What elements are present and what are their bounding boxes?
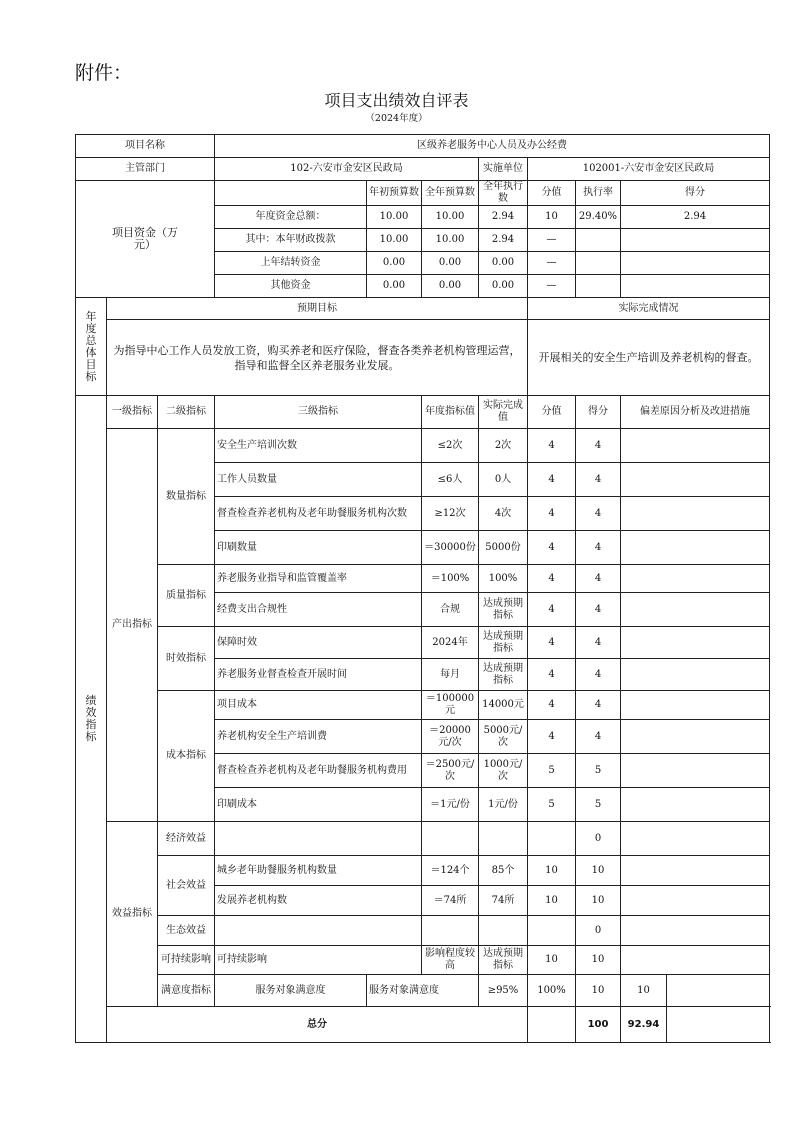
funds-row-name: 其中：本年财政拨款	[215, 229, 367, 252]
indicator-name: 印刷成本	[215, 788, 422, 822]
indicator-score: 5	[576, 754, 621, 788]
funds-header-blank	[215, 181, 367, 206]
indicator-actual: 达成预期指标	[479, 593, 528, 627]
indicator-score: 10	[576, 856, 621, 886]
level2-economic: 经济效益	[158, 822, 215, 856]
project-name-label: 项目名称	[76, 135, 215, 158]
header-level1: 一级指标	[107, 396, 158, 429]
impl-label: 实施单位	[479, 158, 528, 181]
indicator-name: 经费支出合规性	[215, 593, 422, 627]
indicator-row	[76, 975, 770, 1007]
indicator-weight: 10	[528, 856, 576, 886]
indicator-remark	[621, 754, 770, 788]
indicator-actual: 100%	[528, 975, 576, 1007]
indicator-remark	[621, 593, 770, 627]
indicator-actual: 1元/份	[479, 788, 528, 822]
indicator-row	[76, 691, 770, 720]
total-label: 总分	[107, 1007, 528, 1043]
level1-output: 产出指标	[107, 429, 158, 822]
funds-header-annual: 全年预算数	[422, 181, 479, 206]
funds-row-annual: 0.00	[422, 252, 479, 275]
funds-row-weight: —	[528, 229, 576, 252]
indicator-score: 4	[576, 565, 621, 593]
indicator-remark	[621, 565, 770, 593]
indicator-score: 4	[576, 497, 621, 531]
indicator-target: 2024年	[422, 627, 479, 659]
indicator-actual	[479, 822, 528, 856]
indicator-weight: 10	[528, 946, 576, 975]
indicator-actual: 5000元/次	[479, 720, 528, 754]
actual-result-label: 实际完成情况	[528, 298, 770, 320]
funds-header-initial: 年初预算数	[367, 181, 422, 206]
indicator-name: 督查检查养老机构及老年助餐服务机构费用	[215, 754, 422, 788]
indicator-weight: 10	[528, 886, 576, 916]
indicator-remark	[621, 497, 770, 531]
indicator-remark	[621, 788, 770, 822]
funds-row-name: 上年结转资金	[215, 252, 367, 275]
indicator-target	[422, 916, 479, 946]
indicator-target	[422, 822, 479, 856]
indicator-score: 4	[576, 429, 621, 463]
funds-row-executed: 0.00	[479, 252, 528, 275]
annual-goal-label	[76, 298, 107, 396]
funds-row-score: 2.94	[621, 206, 770, 229]
header-score: 得分	[576, 396, 621, 429]
indicator-name	[215, 822, 422, 856]
indicator-score: 10	[576, 946, 621, 975]
indicator-row	[76, 565, 770, 593]
indicator-name: 养老服务业督查检查开展时间	[215, 659, 422, 691]
indicator-weight: 4	[528, 429, 576, 463]
indicator-target: ＝20000元/次	[422, 720, 479, 754]
indicator-target: 每月	[422, 659, 479, 691]
indicator-weight: 4	[528, 463, 576, 497]
funds-row-initial: 10.00	[367, 229, 422, 252]
expected-goal-label: 预期目标	[107, 298, 528, 320]
indicator-score: 10	[621, 975, 667, 1007]
indicator-actual: 2次	[479, 429, 528, 463]
page-title: 项目支出绩效自评表	[324, 91, 469, 110]
funds-label-text: 项目资金（万元）	[112, 226, 178, 251]
level2-sustainable: 可持续影响	[158, 946, 215, 975]
indicator-remark	[621, 916, 770, 946]
indicator-actual: 100%	[479, 565, 528, 593]
indicator-name: 可持续影响	[215, 946, 422, 975]
funds-header-score: 得分	[621, 181, 770, 206]
funds-row-annual: 10.00	[422, 229, 479, 252]
level2-cost: 成本指标	[158, 691, 215, 822]
funds-row-rate: 29.40%	[576, 206, 621, 229]
goals-content-row	[76, 320, 770, 396]
indicator-target: ＝100%	[422, 565, 479, 593]
attachment-label: 附件：	[75, 62, 133, 84]
indicator-row	[76, 822, 770, 856]
funds-header-row	[76, 181, 770, 206]
indicator-row	[76, 946, 770, 975]
indicator-name: 督查检查养老机构及老年助餐服务机构次数	[215, 497, 422, 531]
goals-header-row	[76, 298, 770, 320]
funds-row-annual: 0.00	[422, 275, 479, 298]
header-actual: 实际完成值	[479, 396, 528, 429]
funds-row-executed: 0.00	[479, 275, 528, 298]
indicator-weight: 4	[528, 720, 576, 754]
evaluation-table	[75, 134, 770, 1043]
indicator-remark	[621, 531, 770, 565]
dept-value: 102-六安市金安区民政局	[215, 158, 479, 181]
total-weight: 100	[576, 1007, 621, 1043]
indicator-weight: 4	[528, 627, 576, 659]
funds-header-rate: 执行率	[576, 181, 621, 206]
indicator-name: 保障时效	[215, 627, 422, 659]
funds-row-initial: 0.00	[367, 275, 422, 298]
funds-row-executed: 2.94	[479, 206, 528, 229]
funds-label	[76, 181, 215, 298]
indicator-name	[215, 916, 422, 946]
indicator-actual: 14000元	[479, 691, 528, 720]
indicator-remark	[621, 463, 770, 497]
indicator-weight	[528, 916, 576, 946]
indicator-name: 项目成本	[215, 691, 422, 720]
indicator-actual: 85个	[479, 856, 528, 886]
total-remark	[667, 1007, 770, 1043]
indicator-remark	[621, 659, 770, 691]
funds-row-rate	[576, 275, 621, 298]
funds-header-executed: 全年执行数	[479, 181, 528, 206]
header-level3: 三级指标	[215, 396, 422, 429]
perf-indicator-label	[76, 396, 107, 1043]
indicator-score: 4	[576, 720, 621, 754]
indicator-target: ≥95%	[479, 975, 528, 1007]
indicator-name: 城乡老年助餐服务机构数量	[215, 856, 422, 886]
level1-effect: 效益指标	[107, 822, 158, 1007]
indicator-target: 影响程度较高	[422, 946, 479, 975]
funds-row-weight: 10	[528, 206, 576, 229]
project-name-value: 区级养老服务中心人员及办公经费	[215, 135, 770, 158]
indicator-target: ＝124个	[422, 856, 479, 886]
funds-row-rate	[576, 229, 621, 252]
header-remark: 偏差原因分析及改进措施	[621, 396, 770, 429]
indicator-remark	[621, 946, 770, 975]
level2-service-satisfaction: 服务对象满意度	[215, 975, 367, 1007]
level2-ecological: 生态效益	[158, 916, 215, 946]
indicator-target: ＝100000元	[422, 691, 479, 720]
funds-row-name: 年度资金总额：	[215, 206, 367, 229]
indicator-row	[76, 916, 770, 946]
funds-row-score	[621, 229, 770, 252]
indicator-remark	[621, 429, 770, 463]
indicator-weight: 5	[528, 788, 576, 822]
indicator-score: 4	[576, 531, 621, 565]
perf-indicator-label-text: 绩效指标	[85, 694, 97, 743]
indicator-name: 工作人员数量	[215, 463, 422, 497]
indicator-row	[76, 429, 770, 463]
header-level2: 二级指标	[158, 396, 215, 429]
indicator-row	[76, 856, 770, 886]
indicator-actual: 达成预期指标	[479, 946, 528, 975]
total-actual	[528, 1007, 576, 1043]
indicator-score: 5	[576, 788, 621, 822]
indicator-weight: 4	[528, 565, 576, 593]
funds-row-initial: 10.00	[367, 206, 422, 229]
funds-row-name: 其他资金	[215, 275, 367, 298]
indicator-target: 合规	[422, 593, 479, 627]
indicator-weight	[528, 822, 576, 856]
level2-timeliness: 时效指标	[158, 627, 215, 691]
department-row	[76, 158, 770, 181]
indicator-name: 印刷数量	[215, 531, 422, 565]
level2-quality: 质量指标	[158, 565, 215, 627]
indicator-actual: 5000份	[479, 531, 528, 565]
indicator-weight: 4	[528, 659, 576, 691]
indicator-header-row	[76, 396, 770, 429]
indicator-score: 4	[576, 627, 621, 659]
funds-row-annual: 10.00	[422, 206, 479, 229]
funds-row-rate	[576, 252, 621, 275]
actual-result-text: 开展相关的安全生产培训及养老机构的督查。	[528, 320, 770, 396]
indicator-weight: 4	[528, 497, 576, 531]
indicator-weight: 4	[528, 531, 576, 565]
indicator-target: ＝30000份	[422, 531, 479, 565]
indicator-remark	[621, 856, 770, 886]
indicator-name: 服务对象满意度	[367, 975, 479, 1007]
project-name-row	[76, 135, 770, 158]
funds-row-weight: —	[528, 275, 576, 298]
indicator-actual: 达成预期指标	[479, 627, 528, 659]
funds-row-weight: —	[528, 252, 576, 275]
expected-goal-text: 为指导中心工作人员发放工资，购买养老和医疗保险，督查各类养老机构管理运营，指导和监督全区养老服务业发展。	[107, 320, 528, 396]
level2-quantity: 数量指标	[158, 429, 215, 565]
indicator-target: ＝74所	[422, 886, 479, 916]
indicator-score: 4	[576, 463, 621, 497]
indicator-weight: 10	[576, 975, 621, 1007]
indicator-remark	[621, 886, 770, 916]
indicator-name: 安全生产培训次数	[215, 429, 422, 463]
indicator-remark	[667, 975, 770, 1007]
funds-header-weight: 分值	[528, 181, 576, 206]
indicator-weight: 4	[528, 593, 576, 627]
indicator-target: ≤6人	[422, 463, 479, 497]
indicator-weight: 5	[528, 754, 576, 788]
indicator-remark	[621, 720, 770, 754]
indicator-remark	[621, 822, 770, 856]
total-row	[76, 1007, 770, 1043]
funds-row-score	[621, 252, 770, 275]
indicator-actual: 74所	[479, 886, 528, 916]
total-score: 92.94	[621, 1007, 667, 1043]
indicator-actual: 达成预期指标	[479, 659, 528, 691]
indicator-actual: 0人	[479, 463, 528, 497]
level1-satisfaction: 满意度指标	[158, 975, 215, 1007]
indicator-actual: 1000元/次	[479, 754, 528, 788]
indicator-target: ≤2次	[422, 429, 479, 463]
indicator-score: 0	[576, 916, 621, 946]
indicator-target: ≥12次	[422, 497, 479, 531]
indicator-actual	[479, 916, 528, 946]
annual-goal-label-text: 年度总体目标	[85, 309, 97, 383]
page-subtitle: （2024年度）	[365, 113, 428, 124]
indicator-score: 0	[576, 822, 621, 856]
indicator-score: 10	[576, 886, 621, 916]
header-weight: 分值	[528, 396, 576, 429]
indicator-name: 养老机构安全生产培训费	[215, 720, 422, 754]
indicator-name: 养老服务业指导和监管覆盖率	[215, 565, 422, 593]
dept-label: 主管部门	[76, 158, 215, 181]
header-target: 年度指标值	[422, 396, 479, 429]
level2-social: 社会效益	[158, 856, 215, 916]
indicator-row	[76, 627, 770, 659]
indicator-score: 4	[576, 593, 621, 627]
indicator-weight: 4	[528, 691, 576, 720]
indicator-target: ＝2500元/次	[422, 754, 479, 788]
indicator-remark	[621, 627, 770, 659]
indicator-score: 4	[576, 691, 621, 720]
impl-value: 102001-六安市金安区民政局	[528, 158, 770, 181]
indicator-remark	[621, 691, 770, 720]
indicator-target: ＝1元/份	[422, 788, 479, 822]
indicator-actual: 4次	[479, 497, 528, 531]
indicator-score: 4	[576, 659, 621, 691]
funds-row-executed: 2.94	[479, 229, 528, 252]
indicator-name: 发展养老机构数	[215, 886, 422, 916]
funds-row-score	[621, 275, 770, 298]
funds-row-initial: 0.00	[367, 252, 422, 275]
